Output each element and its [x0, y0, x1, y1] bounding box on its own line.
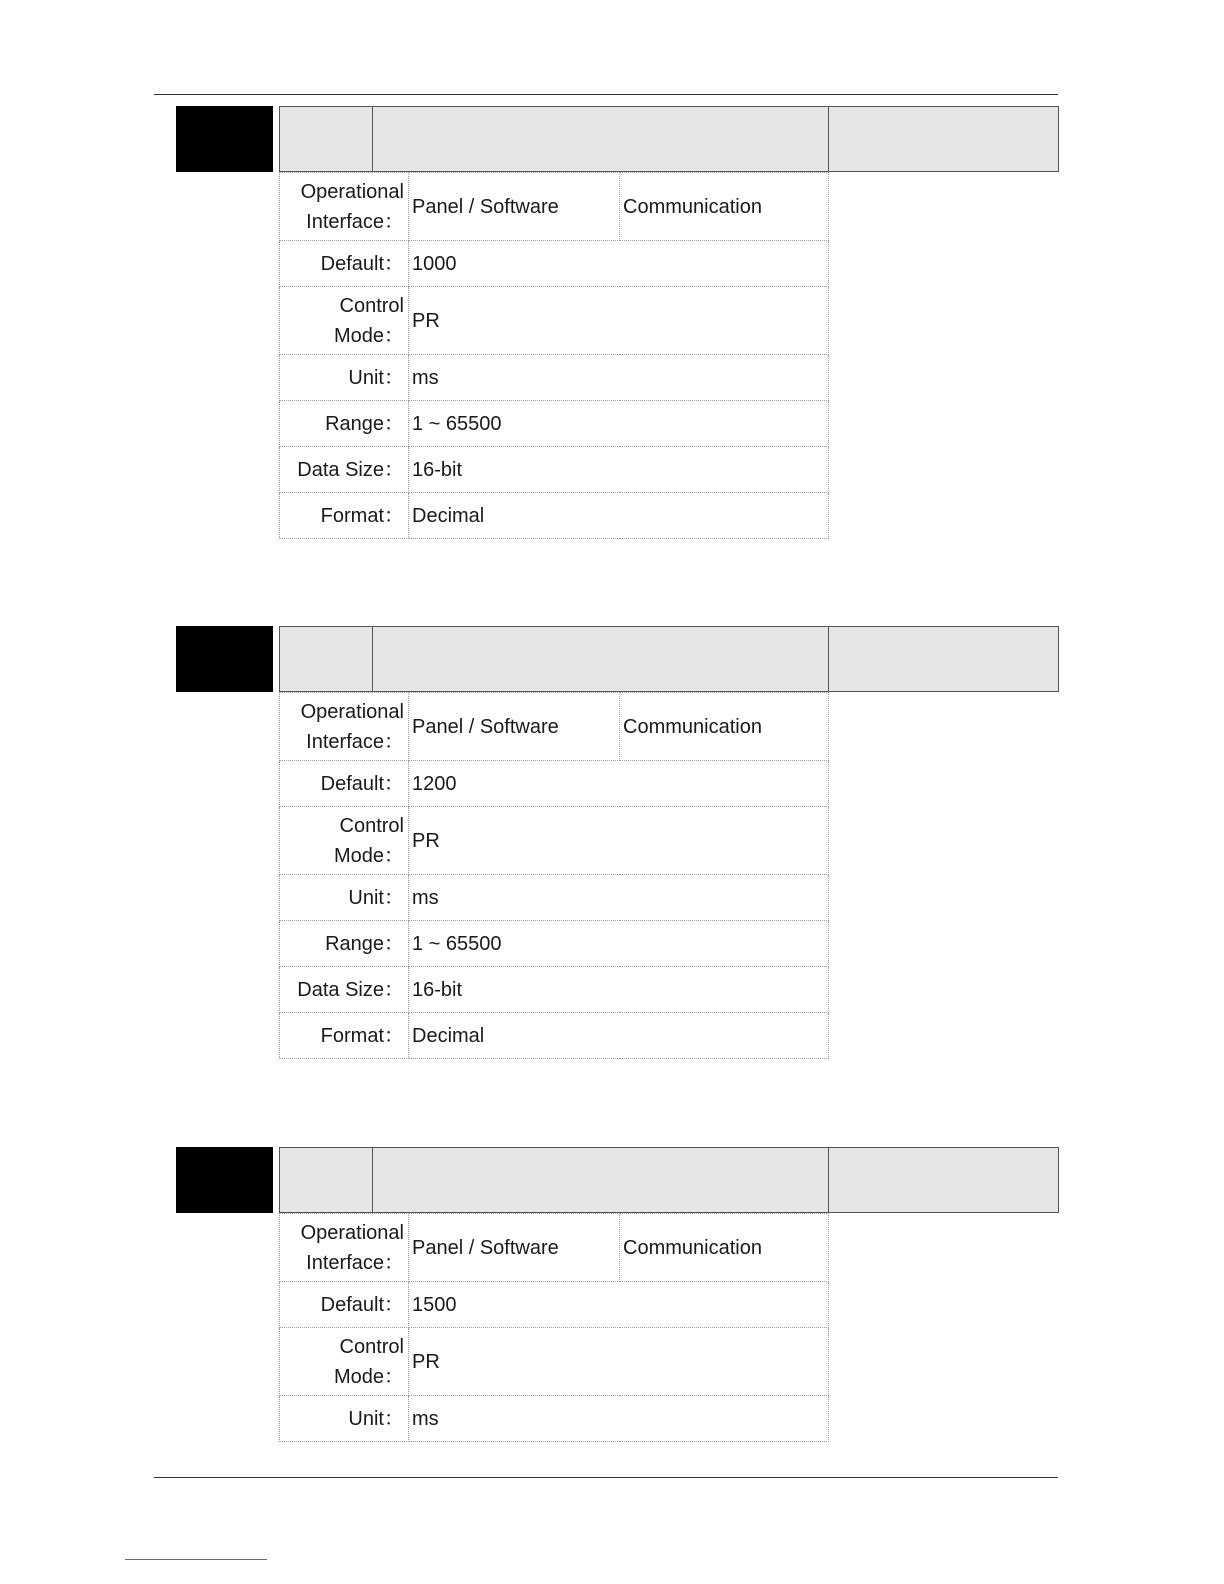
row-data-size [280, 967, 829, 1013]
value-control-mode: PR [409, 287, 829, 355]
parameter-address-cell [828, 1147, 1059, 1213]
parameter-name-cell [372, 106, 829, 172]
footer-link-underline[interactable] [125, 1559, 267, 1560]
label-range: Range： [280, 401, 409, 447]
value-default: 1500 [409, 1282, 829, 1328]
row-format [280, 493, 829, 539]
label-default: Default： [280, 1282, 409, 1328]
value-control-mode: PR [409, 1328, 829, 1396]
value-interface-communication: Communication [620, 173, 829, 241]
row-unit [280, 875, 829, 921]
parameter-header [176, 626, 1060, 692]
parameter-name-cell [372, 626, 829, 692]
value-default: 1000 [409, 241, 829, 287]
row-control-mode [280, 807, 829, 875]
row-data-size [280, 447, 829, 493]
row-default [280, 761, 829, 807]
value-unit: ms [409, 1396, 829, 1442]
parameter-id-cell [279, 1147, 374, 1213]
row-control-mode [280, 1328, 829, 1396]
parameter-info-table [279, 692, 829, 1059]
parameter-header [176, 106, 1060, 172]
label-operational-interface: Operational Interface： [280, 1214, 409, 1282]
value-interface-communication: Communication [620, 693, 829, 761]
label-control-mode: Control Mode： [280, 1328, 409, 1396]
value-default: 1200 [409, 761, 829, 807]
value-range: 1 ~ 65500 [409, 401, 829, 447]
parameter-header [176, 1147, 1060, 1213]
row-operational-interface [280, 1214, 829, 1282]
parameter-id-cell [279, 106, 374, 172]
label-operational-interface: Operational Interface： [280, 173, 409, 241]
parameter-id-cell [279, 626, 374, 692]
label-default: Default： [280, 241, 409, 287]
label-data-size: Data Size： [280, 967, 409, 1013]
row-operational-interface [280, 693, 829, 761]
value-unit: ms [409, 355, 829, 401]
parameter-code-box [176, 1147, 273, 1213]
label-unit: Unit： [280, 1396, 409, 1442]
row-range [280, 921, 829, 967]
value-interface-panel: Panel / Software [409, 1214, 620, 1282]
value-interface-panel: Panel / Software [409, 173, 620, 241]
parameter-info-table [279, 172, 829, 539]
label-unit: Unit： [280, 355, 409, 401]
label-default: Default： [280, 761, 409, 807]
label-format: Format： [280, 1013, 409, 1059]
parameter-code-box [176, 626, 273, 692]
value-control-mode: PR [409, 807, 829, 875]
parameter-code-box [176, 106, 273, 172]
row-unit [280, 355, 829, 401]
parameter-address-cell [828, 626, 1059, 692]
row-default [280, 241, 829, 287]
value-format: Decimal [409, 493, 829, 539]
value-range: 1 ~ 65500 [409, 921, 829, 967]
label-data-size: Data Size： [280, 447, 409, 493]
row-unit [280, 1396, 829, 1442]
parameter-info-table [279, 1213, 829, 1442]
value-format: Decimal [409, 1013, 829, 1059]
value-interface-panel: Panel / Software [409, 693, 620, 761]
row-operational-interface [280, 173, 829, 241]
label-range: Range： [280, 921, 409, 967]
label-unit: Unit： [280, 875, 409, 921]
value-data-size: 16-bit [409, 967, 829, 1013]
label-operational-interface: Operational Interface： [280, 693, 409, 761]
value-unit: ms [409, 875, 829, 921]
label-control-mode: Control Mode： [280, 287, 409, 355]
row-default [280, 1282, 829, 1328]
row-format [280, 1013, 829, 1059]
row-control-mode [280, 287, 829, 355]
parameter-name-cell [372, 1147, 829, 1213]
header-rule [154, 94, 1058, 95]
parameter-address-cell [828, 106, 1059, 172]
footer-rule [154, 1477, 1058, 1478]
label-control-mode: Control Mode： [280, 807, 409, 875]
label-format: Format： [280, 493, 409, 539]
value-data-size: 16-bit [409, 447, 829, 493]
value-interface-communication: Communication [620, 1214, 829, 1282]
row-range [280, 401, 829, 447]
